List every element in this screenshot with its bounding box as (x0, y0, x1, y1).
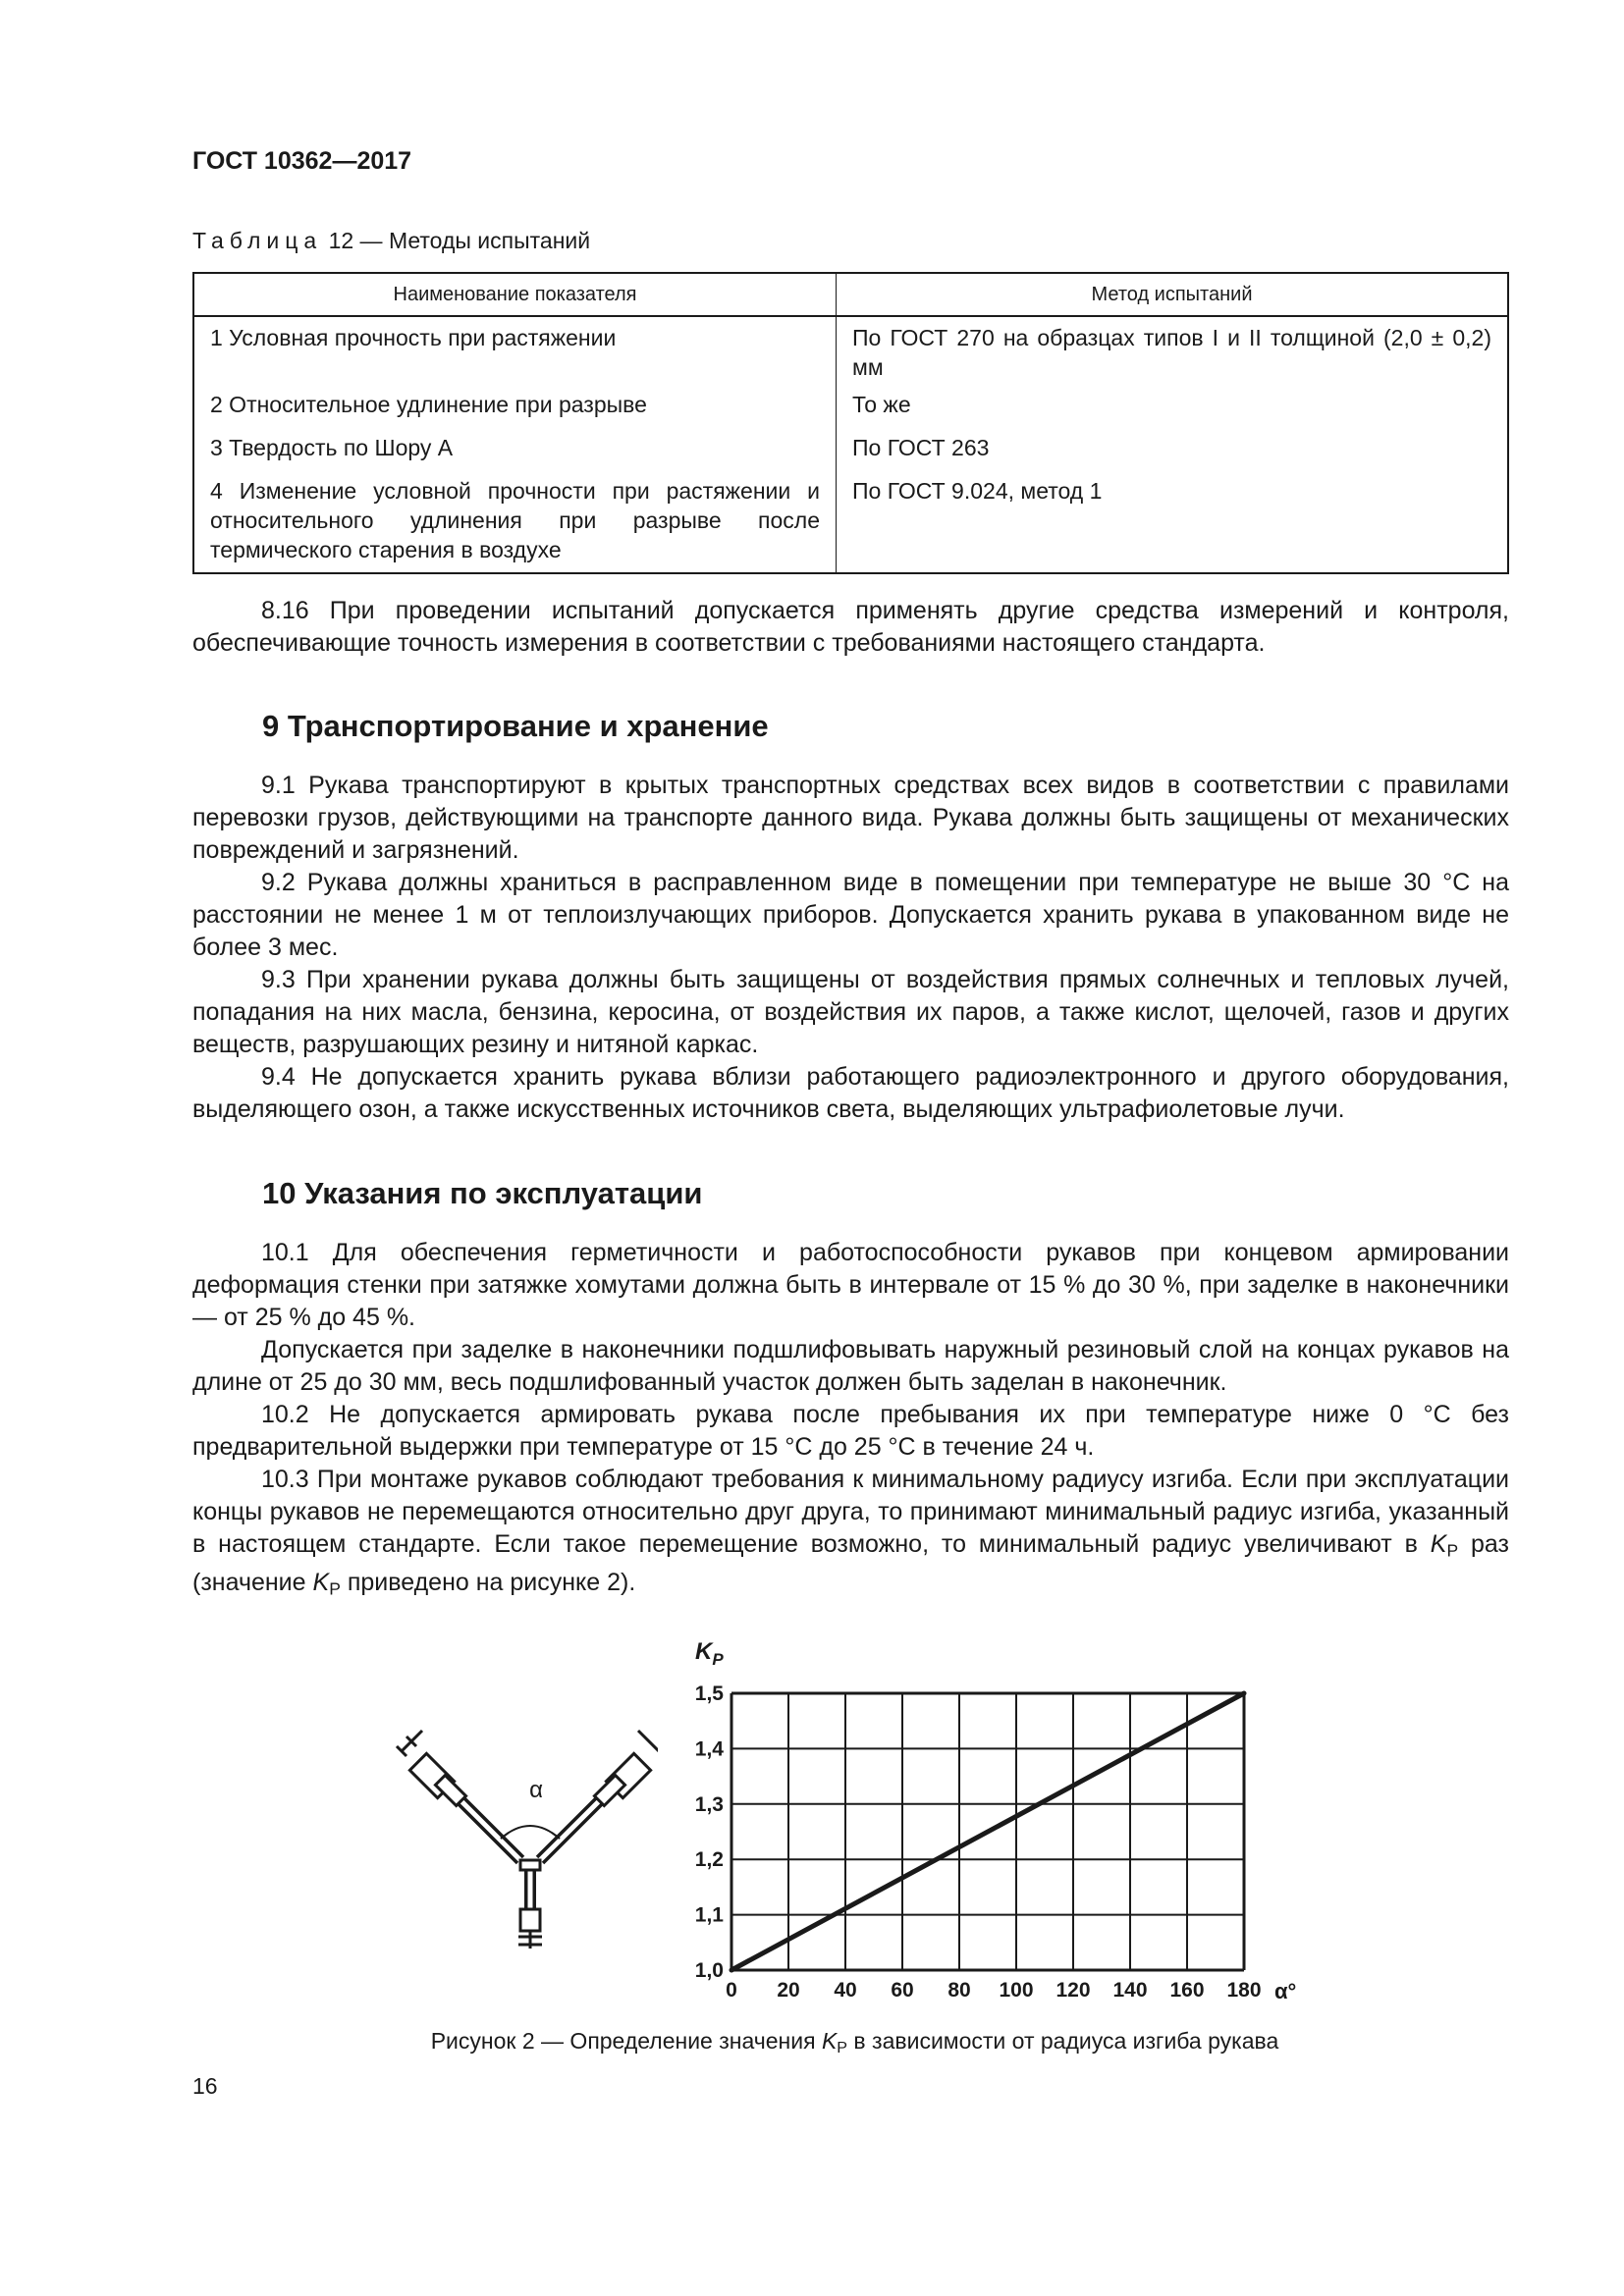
y-tick-label: 1,0 (694, 1959, 724, 1982)
table-cell: По ГОСТ 263 (837, 427, 1509, 470)
section-heading-10: 10 Указания по эксплуатации (262, 1176, 703, 1210)
paragraph-9-1: 9.1 Рукава транспортируют в крытых транспортных средствах всех видов в соответствии с правилами перевозки грузов, действующими на транспорте данного вида. Рукава должны быть защищены от механических повреждений и загрязнений. (192, 772, 1509, 864)
paragraph-9-4: 9.4 Не допускается хранить рукава вблизи работающего радиоэлектронного и другого оборудования, выделяющего озон, а также искусственных источников света, выделяющих ультрафиолетовые лучи. (192, 1063, 1509, 1123)
x-tick-label: 20 (777, 1979, 800, 2002)
table-row (193, 470, 1508, 573)
x-tick-label: 160 (1169, 1979, 1205, 2002)
table-caption (192, 228, 590, 254)
x-tick-label: 180 (1226, 1979, 1262, 2002)
table-cell: По ГОСТ 9.024, метод 1 (837, 470, 1509, 573)
paragraph-8-16: 8.16 При проведении испытаний допускается применять другие средства измерений и контроля, обеспечивающие точность измерения в соответствии с требованиями настоящего стандарта. (192, 597, 1509, 657)
paragraph-10-3 (192, 1464, 1509, 1606)
test-methods-table (192, 272, 1509, 574)
kp-subscript: P (329, 1578, 341, 1599)
paragraph-10-3-text-b: раз (значение (192, 1530, 1510, 1597)
table-cell: 1 Условная прочность при растяжении (193, 316, 837, 390)
y-axis-label (695, 1638, 724, 1669)
x-tick-label: 0 (726, 1979, 737, 2002)
table-row (193, 316, 1508, 390)
hose-bend-diagram (393, 1703, 658, 1958)
table-caption-title: 12 — Методы испытаний (322, 228, 591, 253)
section-heading-9: 9 Транспортирование и хранение (262, 709, 769, 743)
table-cell: По ГОСТ 270 на образцах типов I и II толщиной (2,0 ± 0,2) мм (837, 316, 1509, 390)
kp-symbol: K (1430, 1530, 1447, 1558)
kp-series-line (731, 1693, 1244, 1970)
figure-caption (196, 2028, 1513, 2057)
x-axis-ticks (726, 1979, 1261, 2002)
table-row (193, 390, 1508, 427)
figure-caption-a: Рисунок 2 — Определение значения (430, 2028, 822, 2054)
kp-symbol: K (312, 1569, 330, 1597)
y-tick-label: 1,1 (694, 1903, 724, 1927)
y-tick-label: 1,2 (694, 1848, 724, 1872)
paragraph-10-3-text-c: приведено на рисунке 2). (340, 1569, 636, 1597)
kp-subscript: P (1446, 1540, 1459, 1561)
table-cell: 4 Изменение условной прочности при растяжении и относительного удлинения при разрыве после термического старения в воздухе (193, 470, 837, 573)
paragraph-10-2: 10.2 Не допускается армировать рукава после пребывания их при температуре ниже 0 °С без предварительной выдержки при температуре от 15 °С до 25 °С в течение 24 ч. (192, 1401, 1509, 1461)
paragraph-10-3-text-a: 10.3 При монтаже рукавов соблюдают требования к минимальному радиусу изгиба. Если при эксплуатации концы рукавов не перемещаются относительно друг друга, то принимают минимальный радиус изгиба, указанный в настоящем стандарте. Если такое перемещение возможно, то минимальный радиус увеличивают в (192, 1466, 1509, 1558)
document-header: ГОСТ 10362—2017 (192, 147, 412, 175)
x-axis-label: α° (1274, 1979, 1297, 2003)
kp-chart (677, 1629, 1326, 2012)
paragraph-9-2: 9.2 Рукава должны храниться в расправленном виде в помещении при температуре не выше 30 °С на расстоянии не менее 1 м от теплоизлучающих приборов. Допускается хранить рукава в упакованном виде не более 3 мес. (192, 869, 1509, 961)
y-tick-label: 1,4 (694, 1737, 724, 1761)
table-header-cell: Наименование показателя (193, 273, 837, 316)
page-number: 16 (192, 2073, 218, 2099)
y-tick-label: 1,5 (694, 1682, 724, 1705)
y-axis-ticks (695, 1682, 725, 1982)
paragraph-10-1: 10.1 Для обеспечения герметичности и работоспособности рукавов при концевом армировании деформация стенки при затяжке хомутами должна быть в интервале от 15 % до 30 %, при заделке в наконечники — от 25 % до 45 %. (192, 1239, 1509, 1331)
table-header-row (193, 273, 1508, 316)
y-tick-label: 1,3 (694, 1792, 724, 1816)
x-tick-label: 100 (999, 1979, 1034, 2002)
x-tick-label: 60 (891, 1979, 914, 2002)
figure-caption-b: в зависимости от радиуса изгиба рукава (847, 2028, 1279, 2054)
table-cell: 2 Относительное удлинение при разрыве (193, 390, 837, 427)
x-tick-label: 40 (834, 1979, 857, 2002)
table-row (193, 427, 1508, 470)
table-cell: 3 Твердость по Шору А (193, 427, 837, 470)
x-tick-label: 120 (1056, 1979, 1091, 2002)
paragraph-9-3: 9.3 При хранении рукава должны быть защищены от воздействия прямых солнечных и тепловых лучей, попадания на них масла, бензина, керосина, от воздействия их паров, а также кислот, щелочей, газов и других веществ, разрушающих резину и нитяной каркас. (192, 966, 1509, 1058)
x-tick-label: 80 (947, 1979, 971, 2002)
figure-caption-kp-sub: P (837, 2039, 848, 2057)
table-cell: То же (837, 390, 1509, 427)
table-header-cell: Метод испытаний (837, 273, 1509, 316)
y-axis-label-sub: P (712, 1650, 724, 1669)
alpha-label: α (529, 1777, 543, 1803)
x-tick-label: 140 (1112, 1979, 1148, 2002)
paragraph-10-1-cont: Допускается при заделке в наконечники подшлифовывать наружный резиновый слой на концах рукавов на длине от 25 до 30 мм, весь подшлифованный участок должен быть заделан в наконечник. (192, 1336, 1509, 1396)
y-axis-label-main: K (695, 1638, 713, 1665)
figure-caption-kp: K (821, 2028, 838, 2054)
table-caption-word: Таблица (192, 228, 323, 253)
chart-series (731, 1693, 1244, 1970)
